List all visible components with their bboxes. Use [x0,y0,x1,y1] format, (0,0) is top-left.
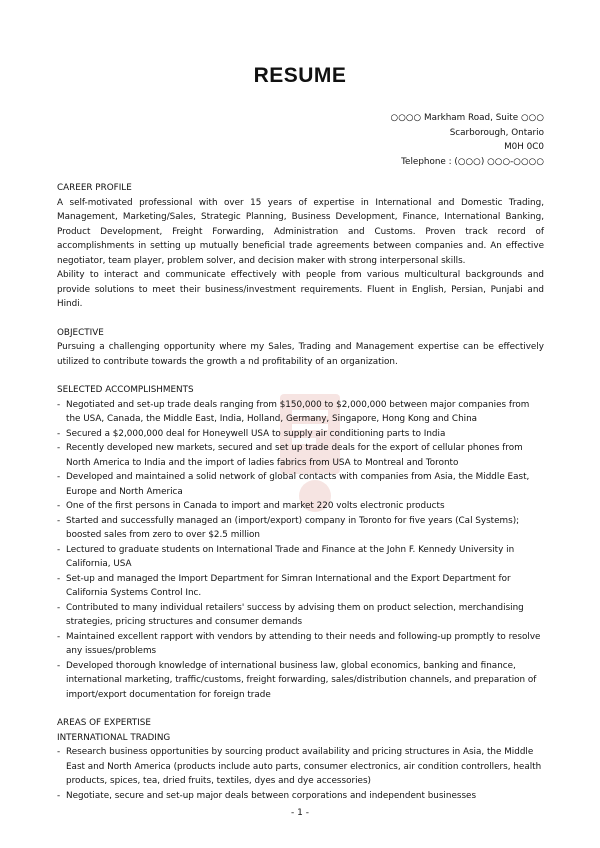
list-item: - One of the first persons in Canada to import and market 220 volts electronic products [57,499,544,514]
list-item: - Contributed to many individual retailers' success by advising them on product selection, merchandising strategies, pricing structures and consumer demands [57,601,544,630]
page-title: RESUME [253,64,347,87]
list-item: - Secured a $2,000,000 deal for Honeywell USA to supply air conditioning parts to India [57,427,544,442]
list-item: - Recently developed new markets, secured and set up trade deals for the export of cellular phones from North America to India and the import of ladies fabrics from USA to Montreal and Toronto [57,441,544,470]
expertise-list [57,745,544,803]
resume-body [57,181,544,803]
list-item: - Negotiated and set-up trade deals ranging from $150,000 to $2,000,000 between major companies from the USA, Canada, the Middle East, India, Holland, Germany, Singapore, Hong Kong and China [57,398,544,427]
objective-section [57,326,544,370]
section-heading: AREAS OF EXPERTISE [57,718,151,728]
profile-paragraph: A self-motivated professional with over 15 years of expertise in International and Domestic Trading, Management, Marketing/Sales, Strategic Planning, Business Development, Finance, International Banking, Product Development, Freight Forwarding, Administration and Customs. Proven track record of accomplishments in setting up mutually beneficial trade agreements between companies and. An effective negotiator, team player, problem solver, and decision maker with strong interpersonal skills. [57,197,544,266]
address-city: Scarborough, Ontario [449,127,544,138]
profile-paragraph: Ability to interact and communicate effectively with people from various multicultural backgrounds and provide solutions to meet their business/investment requirements. Fluent in English, Persian, Punjabi and Hindi. [57,270,544,309]
list-item: - Maintained excellent rapport with vendors by attending to their needs and following-up promptly to resolve any issues/problems [57,630,544,659]
list-item: - Negotiate, secure and set-up major deals between corporations and independent businesses [57,789,544,804]
contact-address [391,111,544,169]
list-item: - Developed thorough knowledge of international business law, global economics, banking and finance, international marketing, traffic/customs, freight forwarding, sales/distribution channels, and preparation of import/export documentation for foreign trade [57,659,544,703]
accomplishments-section [57,383,544,702]
list-item: - Developed and maintained a solid network of global contacts with companies from Asia, the Middle East, Europe and North America [57,470,544,499]
section-heading: OBJECTIVE [57,327,104,338]
list-item: - Research business opportunities by sourcing product availability and pricing structures in Asia, the Middle East and North America (products include auto parts, consumer electronics, air condition controllers, health products, spices, tea, dried fruits, textiles, dyes and dye accessories) [57,745,544,789]
list-item: - Lectured to graduate students on International Trade and Finance at the John F. Kennedy University in California, USA [57,543,544,572]
list-item: - Started and successfully managed an (import/export) company in Toronto for five years (Cal Systems); boosted sales from zero to over $2.5 million [57,514,544,543]
accomplishments-list [57,398,544,703]
page-number: - 1 - [291,808,309,818]
list-item: - Set-up and managed the Import Department for Simran International and the Export Department for California Systems Control Inc. [57,572,544,601]
objective-text: Pursuing a challenging opportunity where my Sales, Trading and Management expertise can be effectively utilized to contribute towards the growth a nd profitability of an organization. [57,342,544,367]
section-heading: SELECTED ACCOMPLISHMENTS [57,385,194,395]
address-postal-code: M0H 0C0 [504,142,544,152]
expertise-section [57,716,544,803]
section-heading: CAREER PROFILE [57,183,132,193]
address-street: ○○○○ Markham Road, Suite ○○○ [390,113,544,123]
career-profile-section [57,181,544,312]
address-telephone: Telephone : (○○○) ○○○-○○○○ [401,156,544,167]
subsection-heading: INTERNATIONAL TRADING [57,732,171,743]
